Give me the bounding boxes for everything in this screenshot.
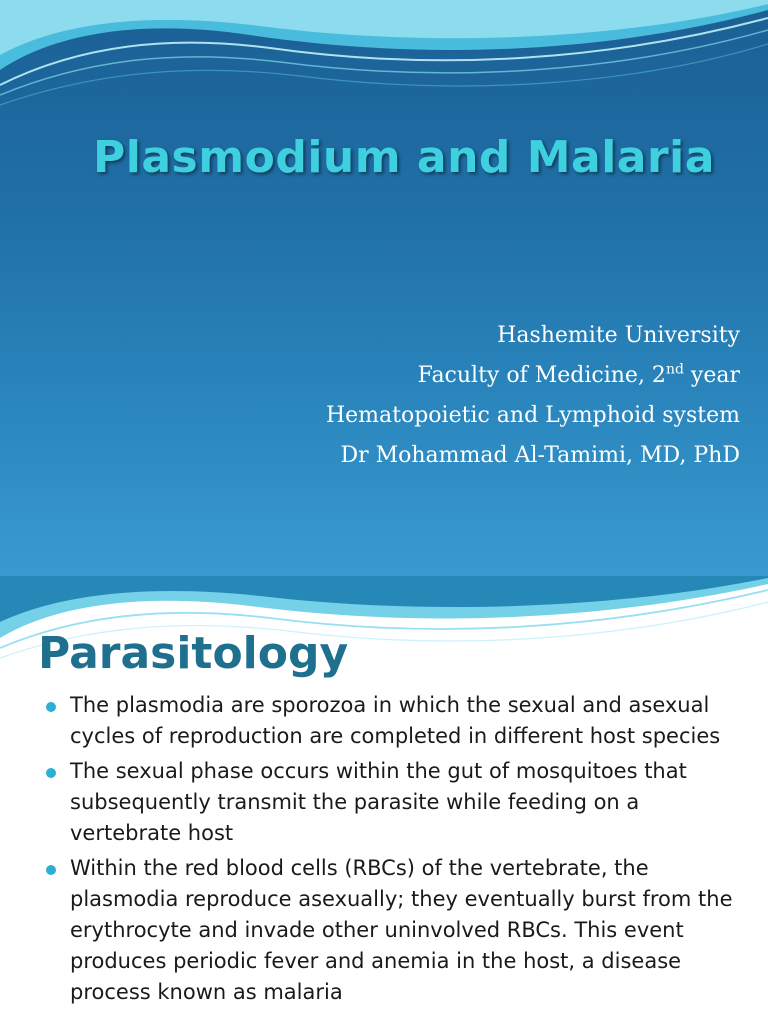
bullet-list [46, 690, 746, 1012]
bullet-dot-icon [46, 702, 56, 712]
bullet-text: The plasmodia are sporozoa in which the sexual and asexual cycles of reproduction are completed in different host species [70, 693, 721, 748]
author-line: Dr Mohammad Al-Tamimi, MD, PhD [340, 443, 740, 468]
faculty-line [326, 356, 740, 396]
bullet-text: The sexual phase occurs within the gut of mosquitoes that subsequently transmit the parasite while feeding on a vertebrate host [70, 759, 687, 845]
bullet-dot-icon [46, 768, 56, 778]
list-item [46, 853, 746, 1008]
list-item [46, 756, 746, 849]
system-line: Hematopoietic and Lymphoid system [325, 403, 740, 428]
bullet-text: Within the red blood cells (RBCs) of the vertebrate, the plasmodia reproduce asexually; they eventually burst from the erythrocyte and invade other uninvolved RBCs. This event produces periodic fever and anemia in the host, a disease process known as malaria [70, 856, 733, 1004]
ordinal-suffix: nd [665, 361, 684, 378]
faculty-text: Faculty of Medicine, 2 [417, 363, 666, 388]
year-text: year [683, 363, 740, 388]
bullet-dot-icon [46, 865, 56, 875]
content-slide [0, 576, 768, 1024]
wave-decoration-top [0, 0, 768, 110]
subtitle-block [326, 316, 740, 476]
university-line: Hashemite University [497, 323, 740, 348]
list-item [46, 690, 746, 752]
slide-heading: Parasitology [38, 628, 349, 679]
slide-title: Plasmodium and Malaria [93, 132, 715, 183]
